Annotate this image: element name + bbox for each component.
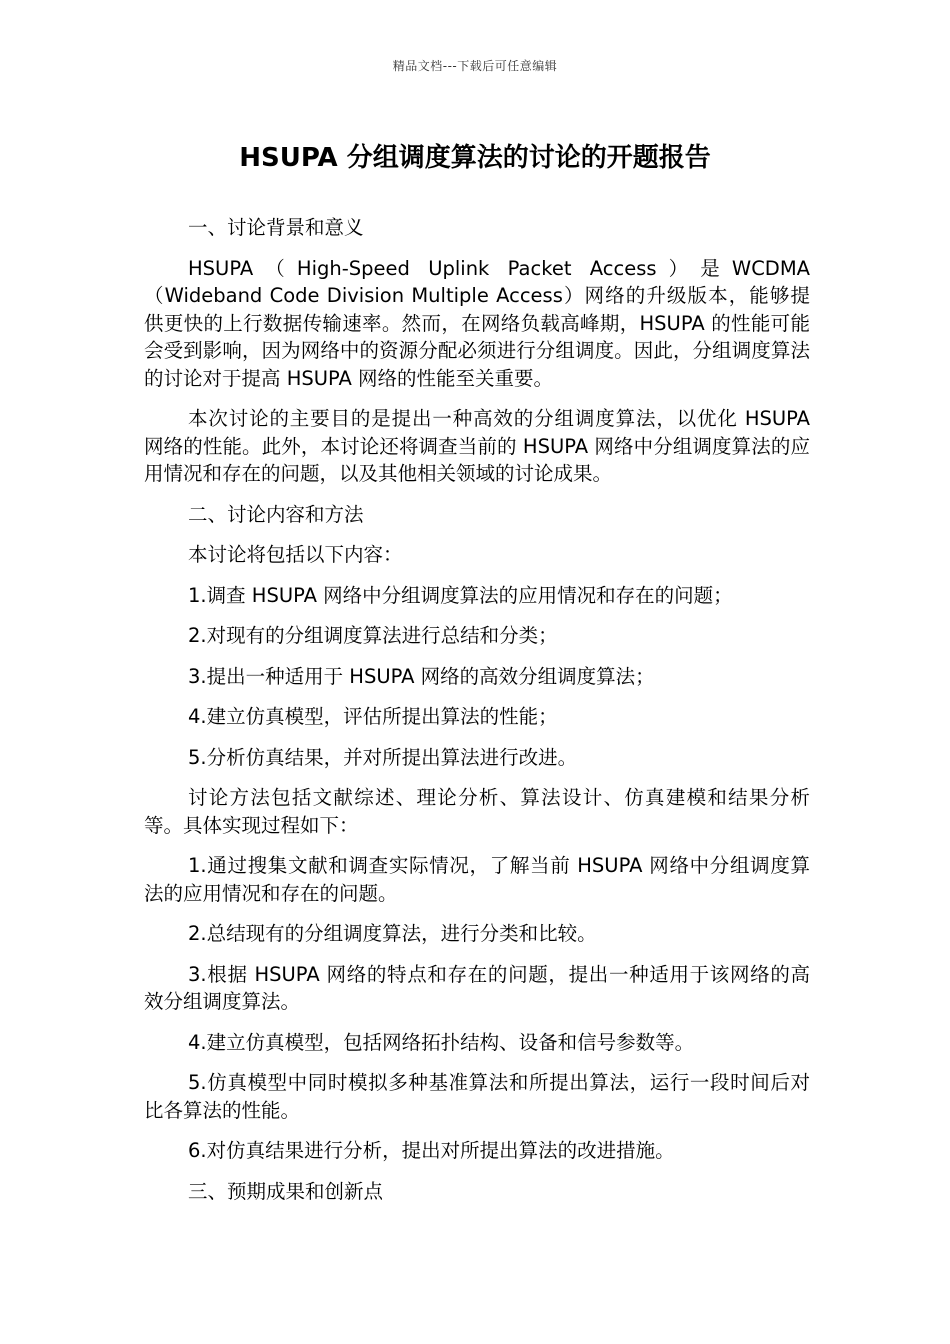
list-item: 5.分析仿真结果，并对所提出算法进行改进。 (188, 745, 578, 769)
section-heading-1: 一、讨论背景和意义 (188, 216, 364, 239)
list-item: 3.提出一种适用于 HSUPA 网络的高效分组调度算法； (188, 664, 655, 688)
list-item: 4.建立仿真模型，包括网络拓扑结构、设备和信号参数等。 (188, 1030, 695, 1054)
list-item: 4.建立仿真模型，评估所提出算法的性能； (188, 705, 558, 728)
paragraph: 本讨论将包括以下内容： (188, 543, 403, 566)
header-note: 精品文档---下载后可任意编辑 (392, 59, 558, 73)
list-item: 1.通过搜集文献和调查实际情况，了解当前 HSUPA 网络中分组调度算法的应用情况和存在的问题。 (144, 854, 810, 905)
list-item: 2.对现有的分组调度算法进行总结和分类； (188, 624, 558, 647)
paragraph: 本次讨论的主要目的是提出一种高效的分组调度算法，以优化 HSUPA 网络的性能。此外，本讨论还将调查当前的 HSUPA 网络中分组调度算法的应用情况和存在的问题，以及其他相关领域的讨论成果。 (144, 407, 810, 485)
list-item: 3.根据 HSUPA 网络的特点和存在的问题，提出一种适用于该网络的高效分组调度算法。 (144, 962, 810, 1013)
list-item: 6.对仿真结果进行分析，提出对所提出算法的改进措施。 (188, 1139, 675, 1162)
list-item: 1.调查 HSUPA 网络中分组调度算法的应用情况和存在的问题； (188, 583, 733, 607)
list-item: 5.仿真模型中同时模拟多种基准算法和所提出算法，运行一段时间后对比各算法的性能。 (144, 1071, 810, 1122)
paragraph: HSUPA（High-Speed Uplink Packet Access）是WCDMA（Wideband Code Division Multiple Access）网络的升级版本，能够提供更快的上行数据传输速率。然而，在网络负载高峰期，HSUPA 的性能可能会受到影响，因为网络中的资源分配必须进行分组调度。因此，分组调度算法的讨论对于提高 HSUPA 网络的性能至关重要。 (144, 256, 810, 390)
document-title: HSUPA 分组调度算法的讨论的开题报告 (239, 143, 711, 173)
list-item: 2.总结现有的分组调度算法，进行分类和比较。 (188, 922, 597, 945)
paragraph: 讨论方法包括文献综述、理论分析、算法设计、仿真建模和结果分析等。具体实现过程如下： (144, 786, 810, 837)
section-heading-3: 三、预期成果和创新点 (188, 1179, 384, 1203)
document-body (144, 214, 810, 1218)
section-heading-2: 二、讨论内容和方法 (188, 502, 364, 526)
